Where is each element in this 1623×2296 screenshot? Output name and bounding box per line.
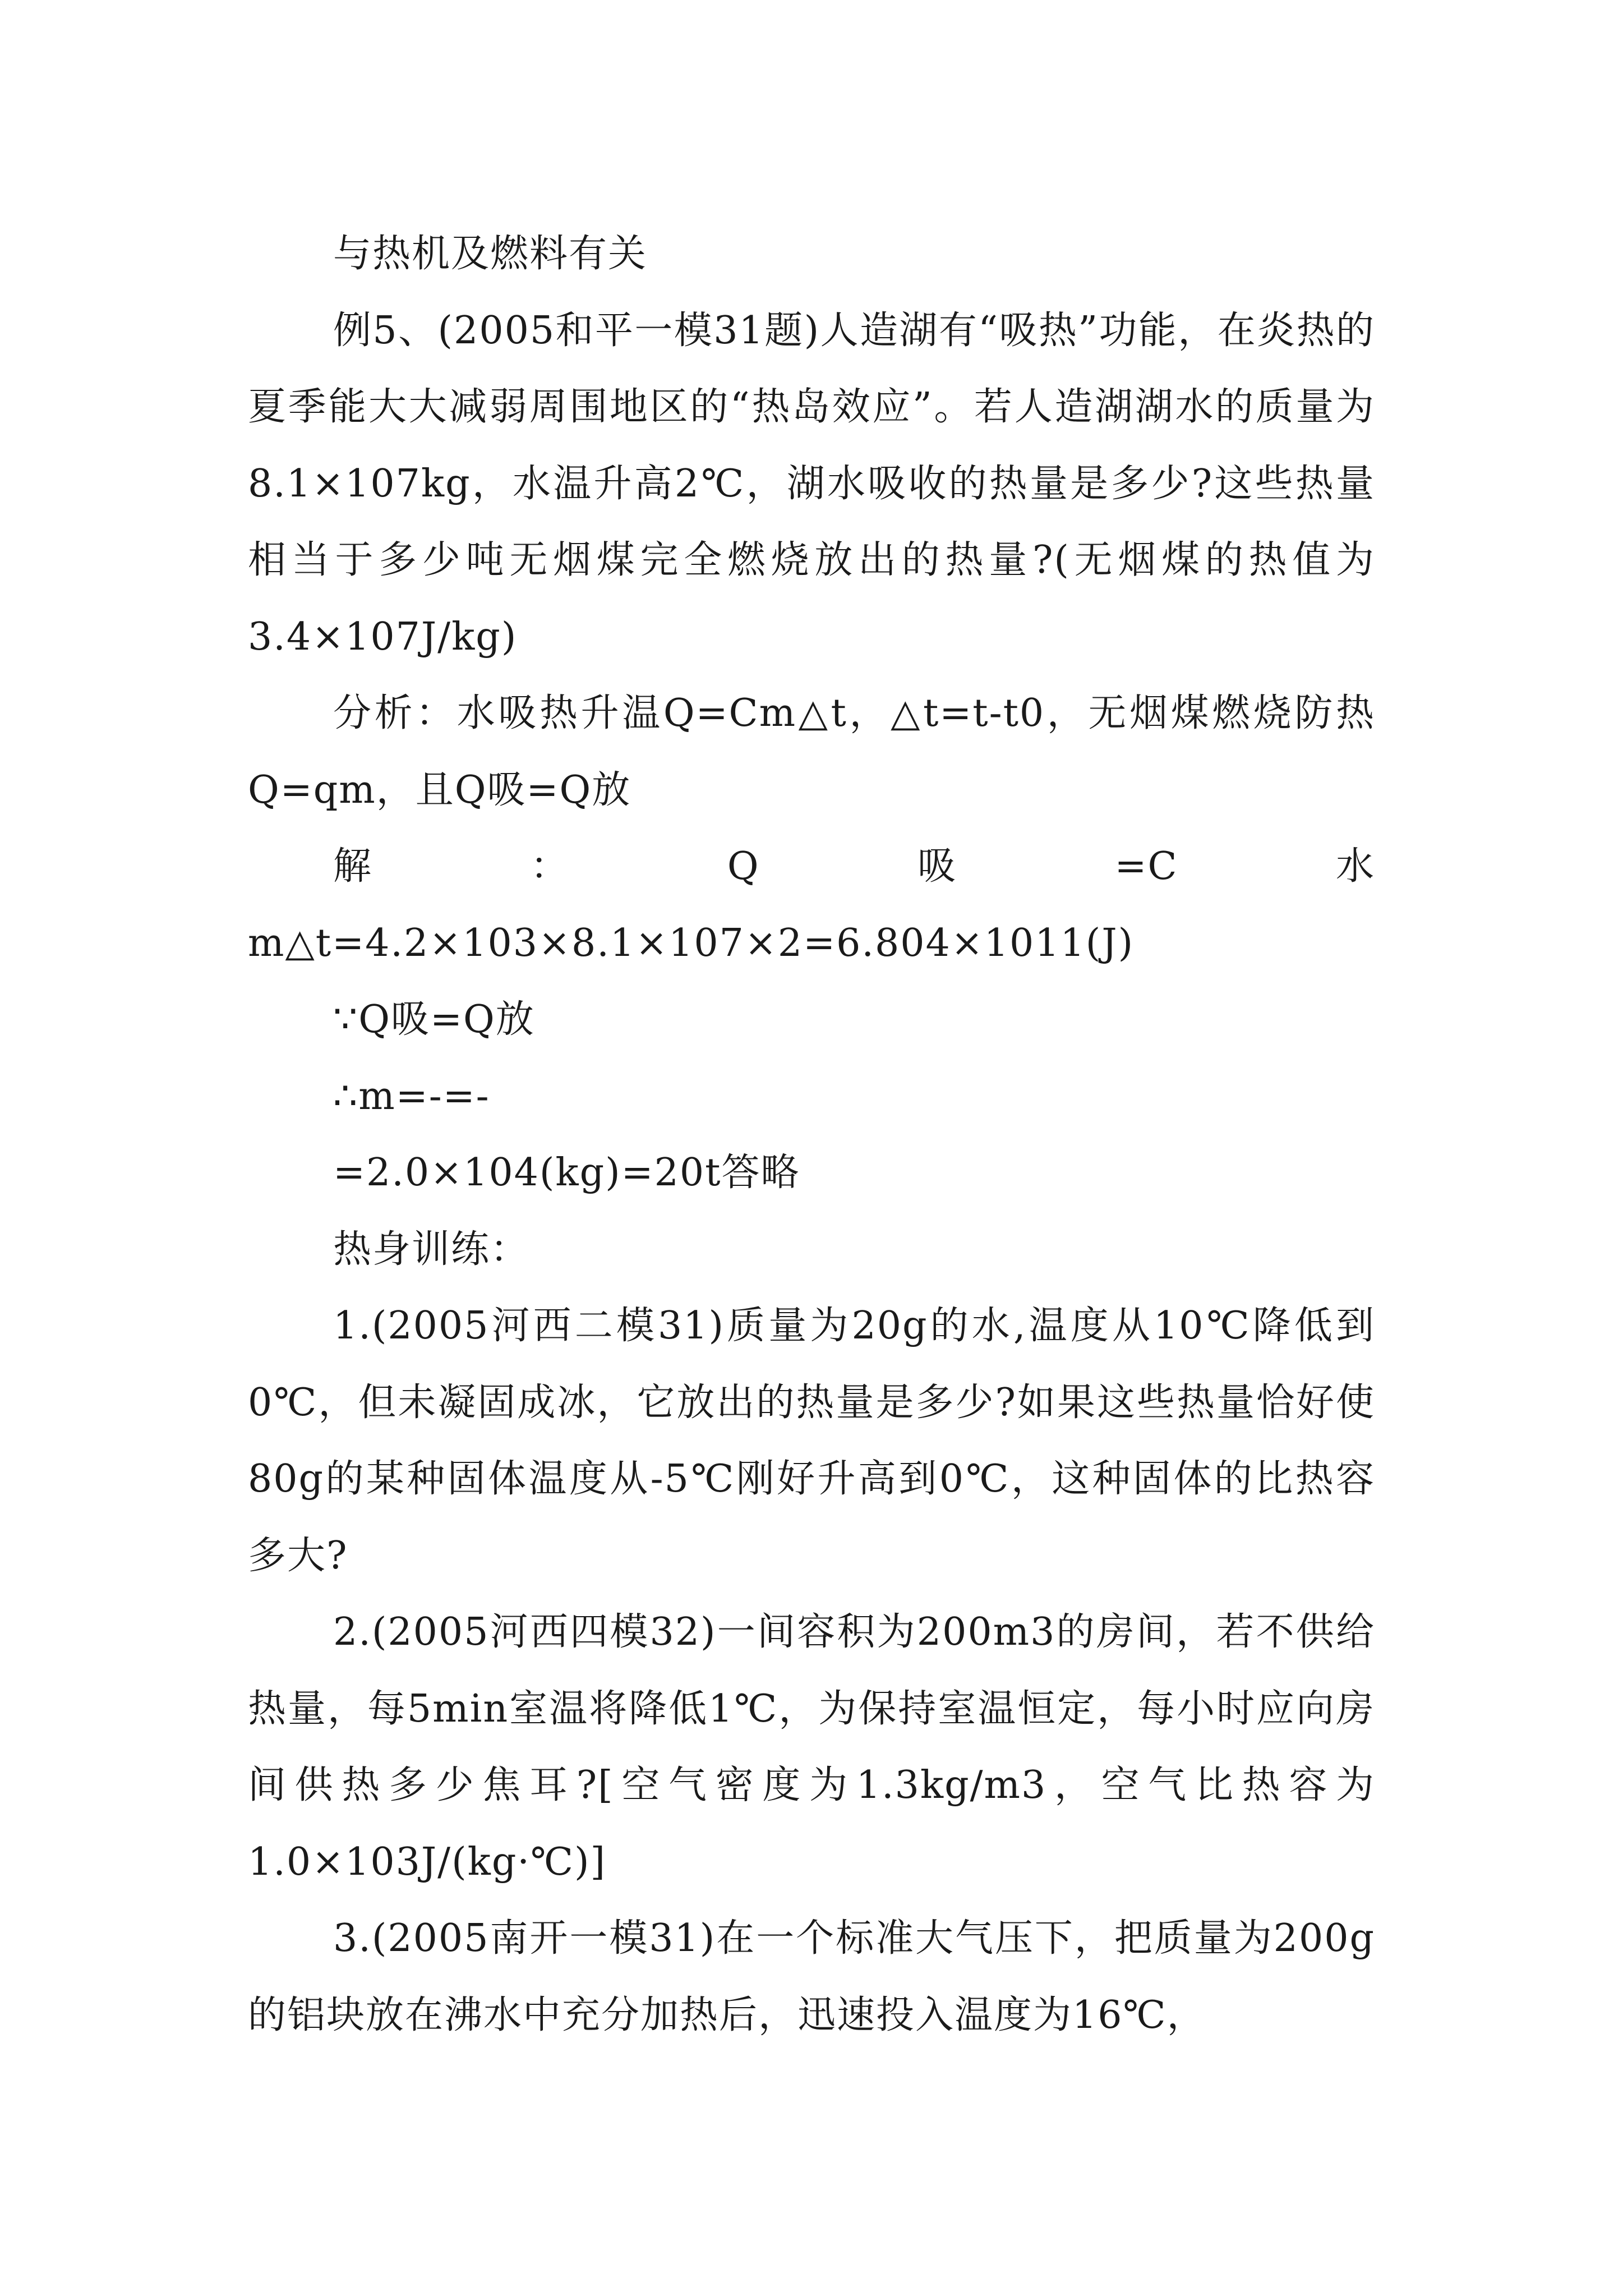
training-question-3: 3.(2005南开一模31)在一个标准大气压下，把质量为200g的铝块放在沸水中充分加热后，迅速投入温度为16℃，: [248, 1916, 1375, 2037]
training-question-2: 2.(2005河西四模32)一间容积为200m3的房间，若不供给热量，每5min室温将降低1℃，为保持室温恒定，每小时应向房间供热多少焦耳?[空气密度为1.3kg/m3，空气比热容为1.0×103J/(kg·℃)]: [248, 1610, 1375, 1884]
training-question-1: 1.(2005河西二模31)质量为20g的水,温度从10℃降低到0℃，但未凝固成冰，它放出的热量是多少?如果这些热量恰好使80g的某种固体温度从-5℃刚好升高到0℃，这种固体的比热容多大?: [248, 1304, 1375, 1578]
document-body: [248, 216, 1375, 2054]
example-problem: 例5、(2005和平一模31题)人造湖有“吸热”功能，在炎热的夏季能大大减弱周围地区的“热岛效应”。若人造湖湖水的质量为8.1×107kg，水温升高2℃，湖水吸收的热量是多少?这些热量相当于多少吨无烟煤完全燃烧放出的热量?(无烟煤的热值为3.4×107J/kg): [248, 308, 1375, 659]
because-line: ∵Q吸=Q放: [333, 997, 535, 1042]
result-line: =2.0×104(kg)=20t答略: [333, 1151, 800, 1195]
training-title: 热身训练：: [333, 1227, 530, 1272]
analysis-paragraph: 分析：水吸热升温Q=Cm△t，△t=t-t0，无烟煤燃烧防热Q=qm，且Q吸=Q放: [248, 691, 1375, 812]
therefore-line: ∴m=-=-: [333, 1074, 490, 1119]
section-heading: 与热机及燃料有关: [333, 232, 648, 276]
solution-paragraph: 解：Q吸=C水m△t=4.2×103×8.1×107×2=6.804×1011(J): [248, 844, 1375, 965]
